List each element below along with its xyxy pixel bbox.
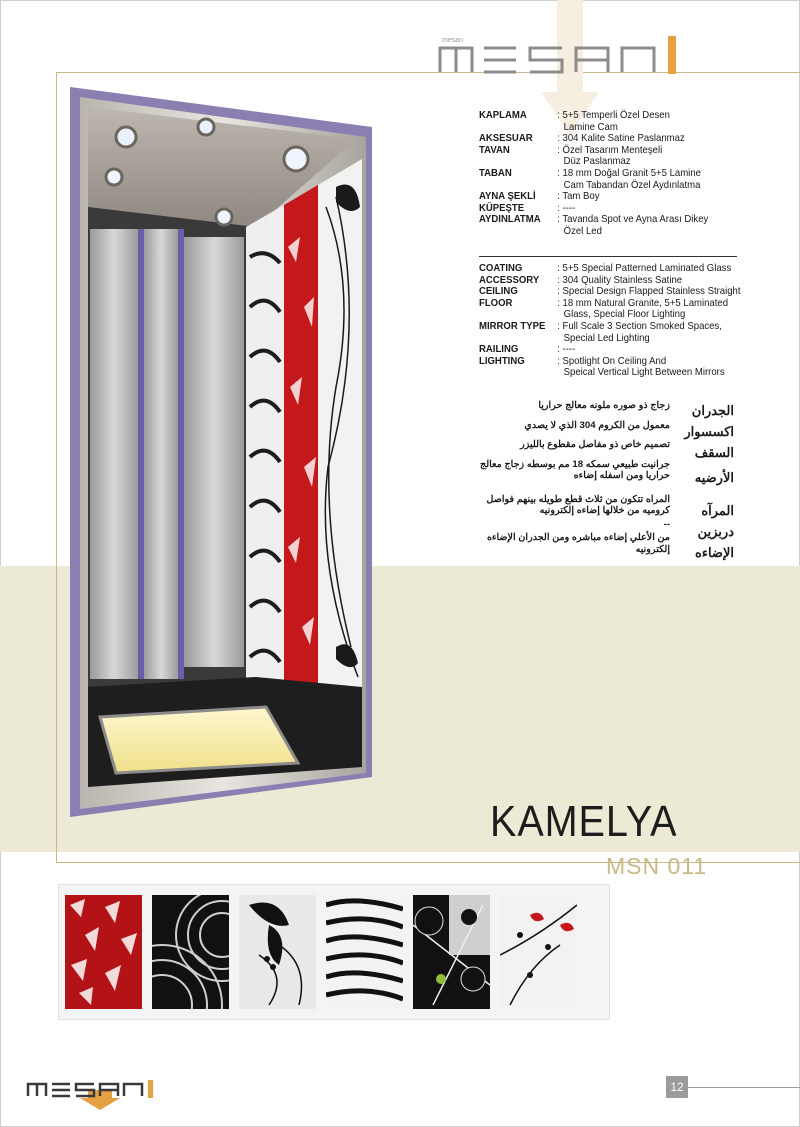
spec-value-line: Cam Tabandan Özel Aydınlatma [563, 179, 701, 191]
spec-row [479, 344, 741, 356]
spec-value [557, 344, 741, 356]
swatch-red-mosaic[interactable] [65, 895, 142, 1009]
svg-text:mesan: mesan [442, 37, 464, 44]
spec-value-line: : ---- [557, 202, 576, 214]
spec-key: ACCESSORY [479, 274, 540, 286]
arabic-key: اكسسوار [684, 424, 734, 439]
arabic-values [470, 400, 670, 558]
spec-table-english [479, 263, 741, 379]
arabic-value: تصميم خاص ذو مفاصل مقطوع بالليزر [520, 439, 670, 450]
swatch-dots-circles[interactable] [413, 895, 490, 1009]
spec-key: KAPLAMA [479, 110, 527, 121]
arabic-key: الإضاءه [695, 545, 734, 560]
spec-value-line: : ---- [557, 344, 576, 356]
spec-value [557, 263, 741, 275]
spec-value-line: : Spotlight On Ceiling And [557, 355, 667, 367]
spec-key: MIRROR TYPE [479, 320, 546, 332]
spec-key: AYNA ŞEKLİ [479, 191, 536, 203]
spec-value-line: : Tavanda Spot ve Ayna Arası Dikey [557, 214, 709, 226]
spec-row [479, 145, 741, 168]
spec-key: COATING [479, 263, 523, 274]
spec-value [557, 321, 741, 344]
spec-key: FLOOR [479, 297, 513, 309]
arabic-value: المراه تتكون من ثلاث قطع طويله بينهم فواصل كروميه من خلالها إضاءه إلكترونيه [486, 493, 670, 516]
spec-value [557, 275, 741, 287]
elevator-cabin-image [66, 87, 388, 817]
swatch-red-branch[interactable] [500, 895, 577, 1009]
arabic-value: -- [663, 518, 670, 530]
spec-value-line: Special Led Lighting [563, 332, 650, 344]
spec-row [479, 133, 741, 145]
spec-value-line: : 304 Quality Stainless Satine [557, 274, 683, 286]
arabic-key: الأرضيه [694, 470, 734, 485]
gold-line-left [56, 72, 57, 862]
spec-value-line: : 5+5 Special Patterned Laminated Glass [557, 263, 732, 274]
arabic-value: من الأعلي إضاءه مباشره ومن الجدران الإضاءه إلكترونيه [486, 532, 670, 555]
pattern-swatches [58, 884, 610, 1020]
red-branch-pattern-icon [500, 895, 577, 1009]
spec-row [479, 263, 741, 275]
spec-value [557, 298, 741, 321]
dots-circles-pattern-icon [413, 895, 490, 1009]
spec-value-line: Düz Paslanmaz [563, 156, 631, 168]
spec-value-line: Özel Led [563, 225, 602, 237]
spec-value [557, 110, 741, 133]
spec-row [479, 298, 741, 321]
spec-value-line: : 18 mm Natural Granite, 5+5 Laminated [557, 297, 729, 309]
zebra-pattern-icon [326, 895, 403, 1009]
arabic-keys [672, 400, 734, 563]
swatch-zebra[interactable] [326, 895, 403, 1009]
arabic-key: الجدران [691, 403, 734, 418]
black-arc-pattern-icon [152, 895, 229, 1009]
spec-value [557, 191, 741, 203]
spec-key: TABAN [479, 167, 512, 179]
spec-value-line: : Full Scale 3 Section Smoked Spaces, [557, 320, 722, 332]
spec-value [557, 356, 741, 379]
model-name: KAMELYA [490, 797, 678, 846]
spec-key: AYDINLATMA [479, 214, 541, 226]
spec-value [557, 145, 741, 168]
spec-value [557, 214, 741, 237]
swatch-black-floral[interactable] [239, 895, 316, 1009]
spec-value [557, 286, 741, 298]
arabic-key: السقف [694, 445, 734, 460]
spec-key: LIGHTING [479, 355, 525, 367]
spec-value [557, 168, 741, 191]
spec-row [479, 203, 741, 215]
spec-value-line: : 304 Kalite Satine Paslanmaz [557, 133, 685, 145]
spec-value-line: : Özel Tasarım Menteşeli [557, 144, 663, 156]
spec-key: CEILING [479, 286, 518, 298]
spec-row [479, 286, 741, 298]
mesan-logo-icon [432, 30, 722, 80]
arabic-key: دربزين [697, 524, 734, 539]
swatch-black-arcs[interactable] [152, 895, 229, 1009]
spec-separator [479, 256, 737, 257]
arabic-value: جرانيت طبيعي سمكه 18 مم بوسطه زجاج معالج حراريا ومن اسفله إضاءه [480, 458, 670, 481]
page-number: 12 [666, 1076, 688, 1098]
spec-key: RAILING [479, 344, 519, 356]
spec-row [479, 168, 741, 191]
spec-value-line: : Tam Boy [557, 191, 600, 203]
spec-value-line: Glass, Special Floor Lighting [563, 309, 686, 321]
spec-key: KÜPEŞTE [479, 202, 525, 214]
model-code: MSN 011 [606, 853, 708, 879]
spec-value-line: : Special Design Flapped Stainless Straight [557, 286, 741, 298]
arabic-key: المرآه [701, 503, 734, 518]
spec-row [479, 321, 741, 344]
spec-value [557, 203, 741, 215]
spec-row [479, 191, 741, 203]
spec-value-line: : 18 mm Doğal Granit 5+5 Lamine [557, 167, 701, 179]
spec-value [557, 133, 741, 145]
spec-value-line: : 5+5 Temperli Özel Desen [557, 110, 670, 121]
spec-value-line: Lamine Cam [563, 121, 618, 133]
spec-row [479, 110, 741, 133]
spec-key: AKSESUAR [479, 133, 533, 145]
mesan-footer-logo-icon [20, 1070, 170, 1110]
spec-key: TAVAN [479, 144, 510, 156]
arabic-value: معمول من الكروم 304 الذي لا يصدي [524, 419, 670, 431]
spec-table-turkish [479, 110, 741, 238]
page-number-line [688, 1087, 800, 1088]
red-mosaic-pattern-icon [65, 895, 142, 1009]
spec-row [479, 356, 741, 379]
arabic-value: زجاج ذو صوره ملونه معالج حراريا [538, 400, 670, 411]
black-floral-pattern-icon [239, 895, 316, 1009]
spec-row [479, 214, 741, 237]
spec-row [479, 275, 741, 287]
spec-value-line: Speical Vertical Light Between Mirrors [563, 367, 725, 379]
